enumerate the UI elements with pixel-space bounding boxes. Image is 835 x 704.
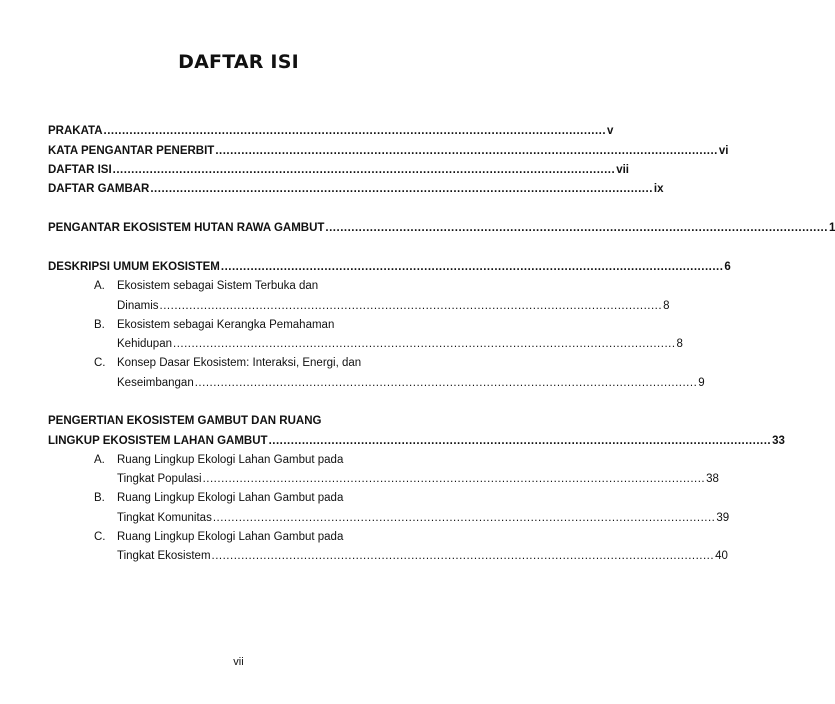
toc-subentry[interactable] <box>117 549 728 563</box>
toc-chapter-1[interactable] <box>48 221 835 235</box>
subsection-label[interactable]: Ruang Lingkup Ekologi Lahan Gambut pada <box>117 454 344 466</box>
toc-entry-label: Tingkat Ekosistem <box>117 550 211 562</box>
toc-subentry[interactable] <box>117 337 683 351</box>
subsection-label[interactable]: Ekosistem sebagai Sistem Terbuka dan <box>117 280 319 292</box>
toc-chapter-3[interactable] <box>48 434 785 448</box>
dot-leader: ........................................................................................................................................ <box>150 183 653 195</box>
toc-entry-label: PRAKATA <box>48 125 103 137</box>
toc-subentry[interactable] <box>117 511 730 525</box>
toc-entry-page: v <box>607 125 614 137</box>
subsection-label[interactable]: Konsep Dasar Ekosistem: Interaksi, Energi, dan <box>117 357 362 369</box>
page-title: DAFTAR ISI <box>178 51 299 73</box>
toc-entry-label: Kehidupan <box>117 338 172 350</box>
toc-entry-label: LINGKUP EKOSISTEM LAHAN GAMBUT <box>48 435 268 447</box>
toc-entry-label: KATA PENGANTAR PENERBIT <box>48 145 215 157</box>
toc-entry-page: vii <box>616 164 629 176</box>
toc-entry-page: 6 <box>724 261 731 273</box>
toc-entry-label: PENGANTAR EKOSISTEM HUTAN RAWA GAMBUT <box>48 222 325 234</box>
dot-leader: ........................................................................................................................................ <box>112 164 616 176</box>
dot-leader: ........................................................................................................................................ <box>212 512 716 524</box>
dot-leader: ........................................................................................................................................ <box>194 377 698 389</box>
toc-entry-page: 33 <box>772 435 785 447</box>
dot-leader: ........................................................................................................................................ <box>220 261 724 273</box>
toc-entry-page: 8 <box>676 338 683 350</box>
dot-leader: ........................................................................................................................................ <box>215 145 718 157</box>
subsection-letter: A. <box>94 280 105 292</box>
toc-entry-page: vi <box>718 145 729 157</box>
subsection-letter: B. <box>94 319 105 331</box>
toc-entry-label: Keseimbangan <box>117 377 194 389</box>
subsection-letter: B. <box>94 492 105 504</box>
toc-chapter-3-title[interactable]: PENGERTIAN EKOSISTEM GAMBUT DAN RUANG <box>48 415 322 427</box>
subsection-label[interactable]: Ruang Lingkup Ekologi Lahan Gambut pada <box>117 492 344 504</box>
toc-entry-label: DESKRIPSI UMUM EKOSISTEM <box>48 261 220 273</box>
subsection-label[interactable]: Ekosistem sebagai Kerangka Pemahaman <box>117 319 335 331</box>
toc-entry-label: Dinamis <box>117 300 159 312</box>
dot-leader: ........................................................................................................................................ <box>173 338 676 350</box>
toc-entry-daftar-gambar[interactable] <box>48 182 664 196</box>
dot-leader: ........................................................................................................................................ <box>103 125 607 137</box>
subsection-letter: A. <box>94 454 105 466</box>
toc-entry-label: Tingkat Populasi <box>117 473 202 485</box>
toc-entry-prakata[interactable] <box>48 124 614 138</box>
subsection-letter: C. <box>94 357 106 369</box>
toc-entry-page: 1 <box>828 222 835 234</box>
toc-entry-label: Tingkat Komunitas <box>117 512 212 524</box>
toc-chapter-2[interactable] <box>48 260 731 274</box>
toc-entry-label: DAFTAR GAMBAR <box>48 183 150 195</box>
toc-entry-label: DAFTAR ISI <box>48 164 112 176</box>
subsection-letter: C. <box>94 531 106 543</box>
page-number: vii <box>233 656 244 668</box>
dot-leader: ........................................................................................................................................ <box>211 550 715 562</box>
toc-subentry[interactable] <box>117 376 705 390</box>
subsection-label[interactable]: Ruang Lingkup Ekologi Lahan Gambut pada <box>117 531 344 543</box>
toc-subentry[interactable] <box>117 472 719 486</box>
dot-leader: ........................................................................................................................................ <box>159 300 663 312</box>
toc-entry-page: 8 <box>663 300 670 312</box>
toc-entry-page: 40 <box>715 550 728 562</box>
toc-entry-page: 39 <box>716 512 730 524</box>
toc-entry-page: 9 <box>698 377 705 389</box>
toc-entry-kata-pengantar[interactable] <box>48 144 729 158</box>
dot-leader: ........................................................................................................................................ <box>202 473 706 485</box>
toc-subentry[interactable] <box>117 299 670 313</box>
toc-entry-daftar-isi[interactable] <box>48 163 629 177</box>
toc-entry-page: ix <box>653 183 664 195</box>
toc-entry-page: 38 <box>706 473 719 485</box>
dot-leader: ........................................................................................................................................ <box>325 222 828 234</box>
dot-leader: ........................................................................................................................................ <box>268 435 772 447</box>
